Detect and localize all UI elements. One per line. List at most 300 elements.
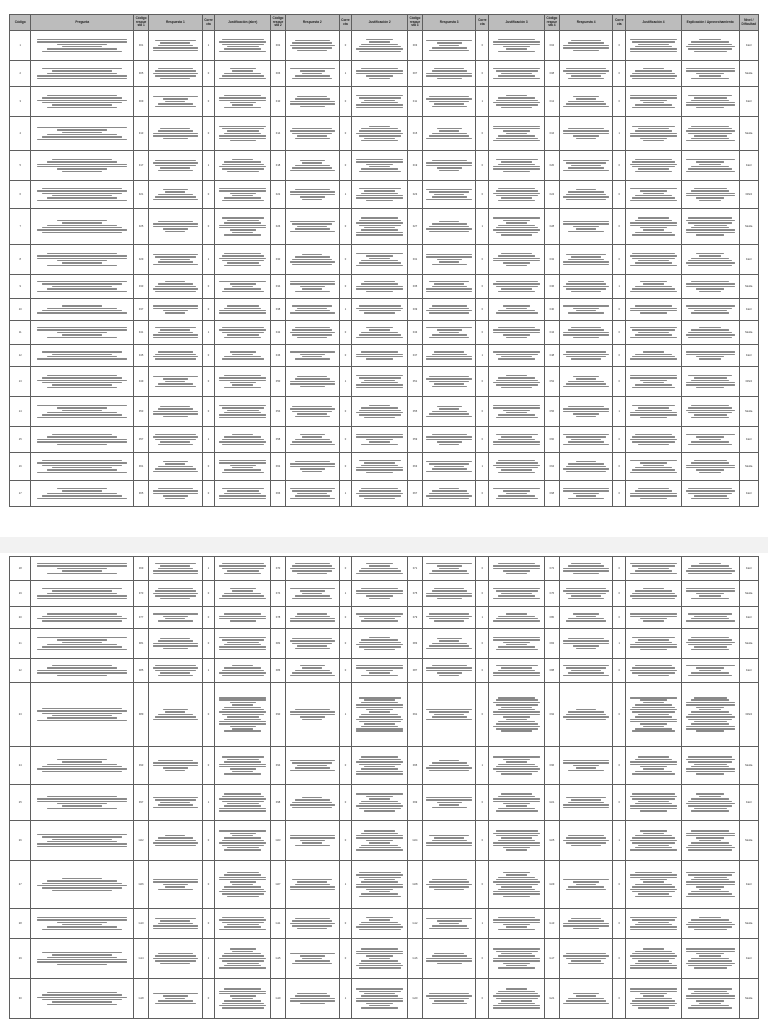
table-row	[10, 481, 759, 507]
question-code: 25	[10, 785, 31, 821]
justification-text	[489, 397, 545, 427]
table-row	[10, 245, 759, 275]
justification-text	[215, 321, 271, 345]
justification-text	[352, 821, 408, 861]
justification-text	[352, 151, 408, 181]
justification-text	[352, 367, 408, 397]
answer-code: F34	[271, 275, 286, 299]
question-code: 17	[10, 481, 31, 507]
answer-code: F35	[407, 275, 422, 299]
answer-text	[286, 151, 340, 181]
difficulty-level: Media	[739, 209, 758, 245]
answer-code: F16	[544, 117, 559, 151]
difficulty-level: Fácil	[739, 861, 758, 909]
column-header: Correcta	[339, 15, 352, 31]
answer-code: F62	[271, 453, 286, 481]
table-row	[10, 581, 759, 607]
column-header: Código respuesta 2	[271, 15, 286, 31]
answer-code: F77	[134, 607, 149, 629]
correct-flag: 0	[202, 117, 215, 151]
justification-text	[352, 427, 408, 453]
answer-text	[286, 607, 340, 629]
answer-text	[286, 61, 340, 87]
justification-text	[215, 607, 271, 629]
justification-text	[352, 659, 408, 683]
answer-code: F10	[271, 87, 286, 117]
question-text	[31, 979, 134, 1019]
question-text	[31, 453, 134, 481]
justification-text	[626, 321, 682, 345]
correct-flag: 0	[339, 117, 352, 151]
answer-text	[286, 557, 340, 581]
answer-code: F96	[544, 747, 559, 785]
column-header: Justificación (abre)	[215, 15, 271, 31]
answer-text	[286, 979, 340, 1019]
answer-code: F13	[134, 117, 149, 151]
answer-code: F44	[544, 321, 559, 345]
table-row	[10, 683, 759, 747]
question-text	[31, 397, 134, 427]
answer-code: F05	[134, 61, 149, 87]
question-code: 20	[10, 607, 31, 629]
justification-text	[626, 581, 682, 607]
correct-flag: 0	[202, 683, 215, 747]
explanation-text	[681, 367, 739, 397]
justification-text	[352, 861, 408, 909]
justification-text	[215, 209, 271, 245]
correct-flag: 0	[476, 245, 489, 275]
answer-code: F60	[544, 427, 559, 453]
correct-flag: 0	[202, 275, 215, 299]
justification-text	[215, 557, 271, 581]
difficulty-level: Fácil	[739, 481, 758, 507]
correct-flag: 0	[339, 821, 352, 861]
difficulty-level: Fácil	[739, 87, 758, 117]
answer-code: F20	[544, 151, 559, 181]
correct-flag: 0	[476, 659, 489, 683]
answer-text	[422, 87, 476, 117]
correct-flag: 0	[476, 181, 489, 209]
answer-code: G07	[271, 861, 286, 909]
correct-flag: 1	[476, 747, 489, 785]
correct-flag: 1	[202, 939, 215, 979]
correct-flag: 0	[339, 453, 352, 481]
justification-text	[352, 61, 408, 87]
justification-text	[489, 557, 545, 581]
correct-flag: 0	[476, 397, 489, 427]
question-text	[31, 367, 134, 397]
justification-text	[215, 299, 271, 321]
answer-code: F22	[271, 181, 286, 209]
correct-flag: 0	[202, 367, 215, 397]
table-row	[10, 629, 759, 659]
answer-text	[149, 659, 203, 683]
justification-text	[215, 939, 271, 979]
answer-code: F03	[407, 31, 422, 61]
correct-flag: 1	[476, 209, 489, 245]
question-code: 11	[10, 321, 31, 345]
question-code: 1	[10, 31, 31, 61]
difficulty-level: Fácil	[739, 299, 758, 321]
answer-text	[559, 821, 613, 861]
table-row	[10, 321, 759, 345]
answer-text	[559, 181, 613, 209]
answer-text	[559, 427, 613, 453]
answer-code: F19	[407, 151, 422, 181]
justification-text	[352, 299, 408, 321]
correct-flag: 0	[476, 557, 489, 581]
answer-text	[286, 345, 340, 367]
correct-flag: 0	[202, 581, 215, 607]
correct-flag: 0	[339, 909, 352, 939]
question-code: 8	[10, 245, 31, 275]
answer-code: F73	[134, 581, 149, 607]
table-row	[10, 345, 759, 367]
justification-text	[489, 821, 545, 861]
answer-code: F97	[134, 785, 149, 821]
correct-flag: 0	[613, 61, 626, 87]
correct-flag: 0	[339, 345, 352, 367]
question-code: 4	[10, 117, 31, 151]
difficulty-level: Difícil	[739, 683, 758, 747]
question-text	[31, 151, 134, 181]
correct-flag: 0	[476, 785, 489, 821]
column-header: Pregunta	[31, 15, 134, 31]
answer-text	[559, 629, 613, 659]
explanation-text	[681, 87, 739, 117]
answer-code: G21	[544, 979, 559, 1019]
answer-text	[559, 747, 613, 785]
correct-flag: 1	[202, 427, 215, 453]
justification-text	[489, 345, 545, 367]
answer-code: F64	[544, 453, 559, 481]
justification-text	[352, 117, 408, 151]
difficulty-level: Fácil	[739, 245, 758, 275]
answer-text	[422, 683, 476, 747]
correct-flag: 0	[613, 607, 626, 629]
answer-code: F39	[407, 299, 422, 321]
justification-text	[489, 209, 545, 245]
justification-text	[489, 87, 545, 117]
answer-code: F80	[544, 607, 559, 629]
difficulty-level: Difícil	[739, 367, 758, 397]
answer-code: F66	[271, 481, 286, 507]
justification-text	[352, 31, 408, 61]
answer-text	[559, 453, 613, 481]
justification-text	[626, 979, 682, 1019]
justification-text	[489, 275, 545, 299]
answer-text	[149, 821, 203, 861]
answer-text	[422, 321, 476, 345]
difficulty-level: Fácil	[739, 151, 758, 181]
question-text	[31, 607, 134, 629]
justification-text	[626, 245, 682, 275]
answer-text	[149, 345, 203, 367]
answer-code: F76	[544, 581, 559, 607]
answer-text	[559, 321, 613, 345]
correct-flag: 1	[339, 299, 352, 321]
question-text	[31, 629, 134, 659]
answer-code: F24	[544, 181, 559, 209]
explanation-text	[681, 557, 739, 581]
table-row	[10, 979, 759, 1019]
column-header: Código	[10, 15, 31, 31]
answer-code: F31	[407, 245, 422, 275]
justification-text	[215, 117, 271, 151]
correct-flag: 0	[202, 861, 215, 909]
justification-text	[489, 979, 545, 1019]
answer-code: F01	[134, 31, 149, 61]
correct-flag: 1	[476, 909, 489, 939]
explanation-text	[681, 181, 739, 209]
answer-text	[422, 181, 476, 209]
answer-code: G13	[544, 909, 559, 939]
justification-text	[215, 785, 271, 821]
answer-code: F68	[544, 481, 559, 507]
answer-text	[149, 785, 203, 821]
correct-flag: 0	[339, 87, 352, 117]
justification-text	[489, 581, 545, 607]
justification-text	[215, 683, 271, 747]
justification-text	[215, 61, 271, 87]
answer-code: F89	[134, 683, 149, 747]
justification-text	[626, 785, 682, 821]
correct-flag: 0	[202, 909, 215, 939]
table-row	[10, 151, 759, 181]
answer-code: F38	[271, 299, 286, 321]
answer-text	[422, 453, 476, 481]
table-row	[10, 299, 759, 321]
answer-code: F85	[134, 659, 149, 683]
answer-code: G03	[271, 821, 286, 861]
question-text	[31, 427, 134, 453]
table-row	[10, 453, 759, 481]
question-text	[31, 557, 134, 581]
correct-flag: 1	[476, 607, 489, 629]
correct-flag: 0	[339, 397, 352, 427]
question-code: 6	[10, 181, 31, 209]
answer-text	[559, 683, 613, 747]
answer-code: F23	[407, 181, 422, 209]
answer-text	[149, 481, 203, 507]
question-text	[31, 31, 134, 61]
answer-code: F86	[271, 659, 286, 683]
justification-text	[352, 245, 408, 275]
table-row	[10, 61, 759, 87]
column-header: Correcta	[476, 15, 489, 31]
answer-code: F70	[271, 557, 286, 581]
justification-text	[626, 747, 682, 785]
explanation-text	[681, 659, 739, 683]
answer-code: F78	[271, 607, 286, 629]
answer-text	[149, 581, 203, 607]
answer-text	[559, 979, 613, 1019]
correct-flag: 0	[613, 87, 626, 117]
answer-text	[286, 861, 340, 909]
question-text	[31, 321, 134, 345]
answer-text	[559, 397, 613, 427]
answer-code: G08	[407, 861, 422, 909]
difficulty-level: Media	[739, 117, 758, 151]
correct-flag: 0	[339, 607, 352, 629]
answer-text	[149, 979, 203, 1019]
answer-code: G06	[134, 861, 149, 909]
answer-text	[559, 861, 613, 909]
answer-text	[559, 939, 613, 979]
answer-code: G05	[544, 821, 559, 861]
answer-code: F33	[134, 275, 149, 299]
difficulty-level: Media	[739, 321, 758, 345]
correct-flag: 0	[613, 151, 626, 181]
correct-flag: 0	[202, 821, 215, 861]
justification-text	[352, 979, 408, 1019]
correct-flag: 0	[613, 453, 626, 481]
answer-code: F25	[134, 209, 149, 245]
question-text	[31, 245, 134, 275]
justification-text	[215, 629, 271, 659]
difficulty-level: Media	[739, 979, 758, 1019]
explanation-text	[681, 31, 739, 61]
correct-flag: 0	[613, 785, 626, 821]
column-header: Correcta	[613, 15, 626, 31]
answer-text	[149, 629, 203, 659]
difficulty-level: Fácil	[739, 345, 758, 367]
justification-text	[352, 629, 408, 659]
correct-flag: 1	[339, 181, 352, 209]
correct-flag: 0	[613, 747, 626, 785]
difficulty-level: Fácil	[739, 939, 758, 979]
correct-flag: 0	[476, 61, 489, 87]
difficulty-level: Difícil	[739, 181, 758, 209]
correct-flag: 0	[613, 427, 626, 453]
correct-flag: 1	[613, 397, 626, 427]
difficulty-level: Fácil	[739, 427, 758, 453]
answer-text	[422, 607, 476, 629]
correct-flag: 1	[613, 117, 626, 151]
correct-flag: 0	[339, 747, 352, 785]
answer-text	[149, 61, 203, 87]
column-header: Nivel / Dificultad	[739, 15, 758, 31]
correct-flag: 0	[613, 31, 626, 61]
answer-code: F26	[271, 209, 286, 245]
column-header: Justificación 2	[352, 15, 408, 31]
justification-text	[626, 345, 682, 367]
correct-flag: 0	[202, 481, 215, 507]
correct-flag: 1	[613, 629, 626, 659]
column-header: Respuesta 4	[559, 15, 613, 31]
question-code: 9	[10, 275, 31, 299]
justification-text	[352, 581, 408, 607]
question-text	[31, 861, 134, 909]
explanation-text	[681, 151, 739, 181]
answer-code: F47	[407, 345, 422, 367]
correct-flag: 0	[613, 861, 626, 909]
difficulty-level: Media	[739, 275, 758, 299]
correct-flag: 0	[339, 427, 352, 453]
answer-code: F81	[134, 629, 149, 659]
answer-code: F67	[407, 481, 422, 507]
difficulty-level: Media	[739, 581, 758, 607]
correct-flag: 0	[613, 683, 626, 747]
answer-text	[559, 151, 613, 181]
question-text	[31, 821, 134, 861]
question-code: 3	[10, 87, 31, 117]
justification-text	[489, 607, 545, 629]
justification-text	[489, 299, 545, 321]
explanation-text	[681, 629, 739, 659]
answer-text	[286, 481, 340, 507]
justification-text	[215, 345, 271, 367]
correct-flag: 0	[339, 151, 352, 181]
justification-text	[352, 345, 408, 367]
answer-code: F29	[134, 245, 149, 275]
explanation-text	[681, 275, 739, 299]
justification-text	[626, 557, 682, 581]
table-row	[10, 861, 759, 909]
answer-text	[559, 275, 613, 299]
answer-code: G10	[134, 909, 149, 939]
question-text	[31, 659, 134, 683]
answer-code: G09	[544, 861, 559, 909]
justification-text	[626, 151, 682, 181]
answer-text	[422, 61, 476, 87]
correct-flag: 0	[339, 939, 352, 979]
answer-text	[286, 275, 340, 299]
answer-text	[149, 181, 203, 209]
question-code: 12	[10, 345, 31, 367]
answer-code: F84	[544, 629, 559, 659]
answer-code: F21	[134, 181, 149, 209]
justification-text	[626, 117, 682, 151]
answer-code: F59	[407, 427, 422, 453]
answer-code: F74	[271, 581, 286, 607]
correct-flag: 0	[613, 939, 626, 979]
question-code: 5	[10, 151, 31, 181]
answer-text	[559, 245, 613, 275]
correct-flag: 1	[476, 87, 489, 117]
correct-flag: 1	[476, 453, 489, 481]
table-row	[10, 181, 759, 209]
questions-table-page-2	[9, 556, 759, 1019]
answer-text	[286, 397, 340, 427]
justification-text	[215, 747, 271, 785]
justification-text	[489, 61, 545, 87]
answer-text	[559, 481, 613, 507]
document-page-1	[9, 14, 759, 534]
answer-code: F46	[271, 345, 286, 367]
question-code: 26	[10, 821, 31, 861]
justification-text	[352, 397, 408, 427]
justification-text	[215, 397, 271, 427]
answer-text	[149, 397, 203, 427]
question-code: 28	[10, 909, 31, 939]
correct-flag: 0	[476, 979, 489, 1019]
column-header: Respuesta 1	[149, 15, 203, 31]
answer-text	[559, 557, 613, 581]
answer-code: F36	[544, 275, 559, 299]
table-row	[10, 427, 759, 453]
answer-text	[149, 453, 203, 481]
correct-flag: 0	[476, 683, 489, 747]
justification-text	[352, 453, 408, 481]
answer-code: F40	[544, 299, 559, 321]
question-text	[31, 785, 134, 821]
difficulty-level: Fácil	[739, 31, 758, 61]
column-header: Código respuesta 3	[407, 15, 422, 31]
question-code: 18	[10, 557, 31, 581]
table-row	[10, 87, 759, 117]
answer-text	[286, 659, 340, 683]
